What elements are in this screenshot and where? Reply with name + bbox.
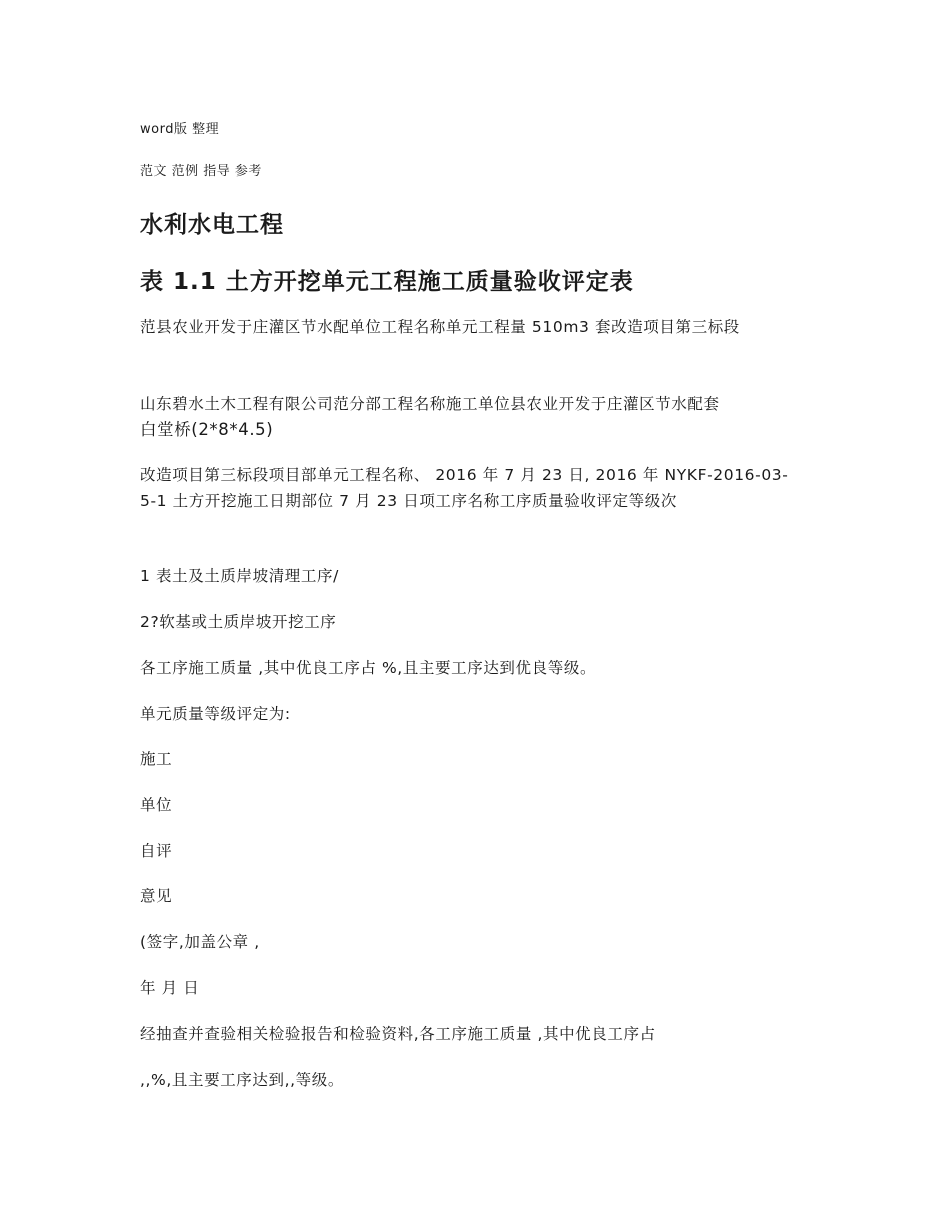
document-title: 水利水电工程 (140, 212, 284, 238)
date-line: 年 月 日 (140, 979, 200, 997)
paragraph-2-line-a: 山东碧水土木工程有限公司范分部工程名称施工单位县农业开发于庄灌区节水配套 (140, 395, 720, 413)
table-title: 表 1.1 土方开挖单元工程施工质量验收评定表 (140, 269, 634, 295)
check-text: 经抽查并查验相关检验报告和检验资料,各工序施工质量 ,其中优良工序占 (140, 1025, 656, 1043)
header-line-2: 范文 范例 指导 参考 (140, 164, 262, 179)
vertical-label-4: 意见 (140, 887, 173, 905)
header-line-1: word版 整理 (140, 122, 220, 137)
vertical-label-3: 自评 (140, 842, 173, 860)
vertical-label-2: 单位 (140, 796, 173, 814)
list-item-2: 2?软基或土质岸坡开挖工序 (140, 613, 337, 631)
paragraph-1: 范县农业开发于庄灌区节水配单位工程名称单元工程量 510m3 套改造项目第三标段 (140, 318, 740, 336)
check-text-2: ,,%,且主要工序达到,,等级。 (140, 1071, 344, 1089)
paragraph-3: 改造项目第三标段项目部单元工程名称、 2016 年 7 月 23 日, 2016 年 NYKF-2016-03-5-1 土方开挖施工日期部位 7 月 23 日项工序名称工序质量验收评定等级次 (140, 466, 789, 510)
list-item-1: 1 表土及土质岸坡清理工序/ (140, 567, 339, 585)
grade-label: 单元质量等级评定为: (140, 705, 291, 723)
signature-note: (签字,加盖公章 , (140, 933, 260, 951)
paragraph-2-line-b: 白堂桥(2*8*4.5) (140, 420, 274, 439)
summary-text: 各工序施工质量 ,其中优良工序占 %,且主要工序达到优良等级。 (140, 659, 597, 677)
vertical-label-1: 施工 (140, 750, 173, 768)
